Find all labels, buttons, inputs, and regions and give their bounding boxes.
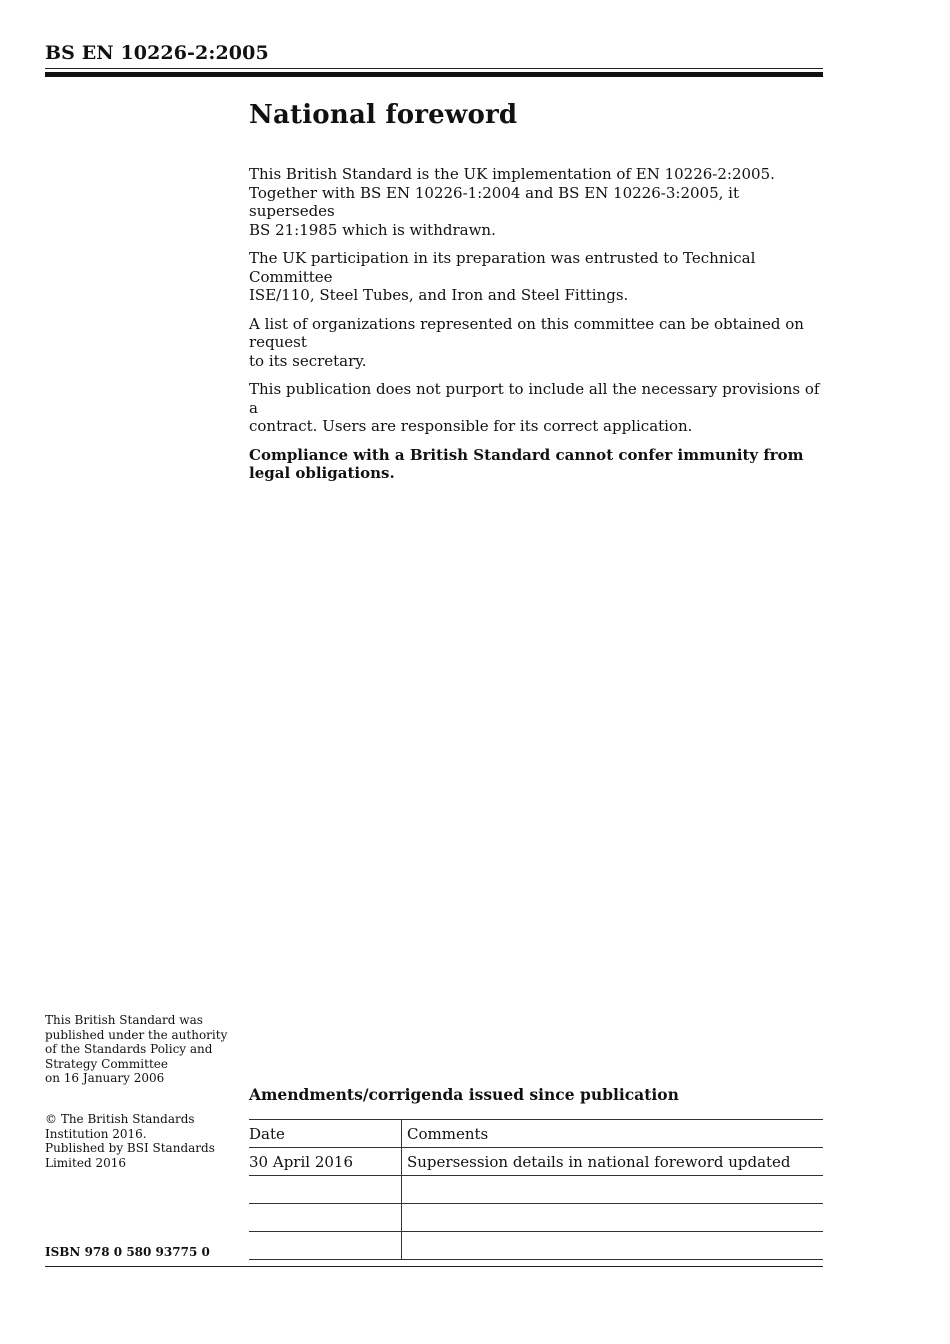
text-line: The UK participation in its preparation was entrusted to Technical Committee [249,249,756,286]
note-line: Published by BSI Standards [45,1141,215,1155]
table-row [249,1204,823,1232]
foreword-body [249,165,829,493]
paragraph-committee [249,249,829,305]
note-line: published under the authority [45,1027,228,1042]
text-line: Compliance with a British Standard cannot confer immunity from [249,445,804,464]
header-rule-thin [45,68,823,69]
text-line: BS 21:1985 which is withdrawn. [249,220,496,239]
cell-date [249,1176,402,1204]
text-line: ISE/110, Steel Tubes, and Iron and Steel Fittings. [249,286,629,304]
text-line: legal obligations. [249,464,395,482]
text-line: This publication does not purport to include all the necessary provisions of a [249,380,820,417]
copyright-note [45,1112,235,1170]
text-line: to its secretary. [249,351,367,370]
cell-date: 30 April 2016 [249,1148,402,1176]
cell-date [249,1232,402,1260]
cell-date [249,1204,402,1232]
header-rule-thick [45,72,823,77]
amendments-table [249,1119,823,1260]
document-code: BS EN 10226-2:2005 [45,42,269,64]
note-line: on 16 January 2006 [45,1071,165,1085]
cell-comment [402,1176,824,1204]
isbn: ISBN 978 0 580 93775 0 [45,1245,210,1259]
text-line: Together with BS EN 10226-1:2004 and BS EN 10226-3:2005, it supersedes [249,183,739,220]
cell-comment: Supersession details in national foreword updated [402,1148,824,1176]
table-row [249,1148,823,1176]
paragraph-provisions [249,380,829,436]
note-line: This British Standard was [45,1013,203,1027]
note-line: Strategy Committee [45,1056,168,1071]
text-line: A list of organizations represented on this committee can be obtained on request [249,314,804,351]
cell-comment [402,1204,824,1232]
publication-note [45,1013,235,1086]
footer-rule [45,1266,823,1267]
note-line: © The British Standards [45,1112,195,1126]
note-line: of the Standards Policy and [45,1042,213,1056]
paragraph-implementation [249,165,829,239]
table-row [249,1232,823,1260]
page-title: National foreword [249,100,518,130]
table-header-row [249,1120,823,1148]
table-row [249,1176,823,1204]
text-line: This British Standard is the UK implementation of EN 10226-2:2005. [249,165,775,183]
paragraph-compliance [249,446,829,483]
note-line: Limited 2016 [45,1155,126,1170]
header-comments: Comments [402,1120,824,1148]
cell-comment [402,1232,824,1260]
text-line: contract. Users are responsible for its correct application. [249,417,693,435]
amendments-title: Amendments/corrigenda issued since publication [249,1085,679,1104]
header-date: Date [249,1120,402,1148]
paragraph-organizations [249,315,829,371]
note-line: Institution 2016. [45,1126,147,1141]
